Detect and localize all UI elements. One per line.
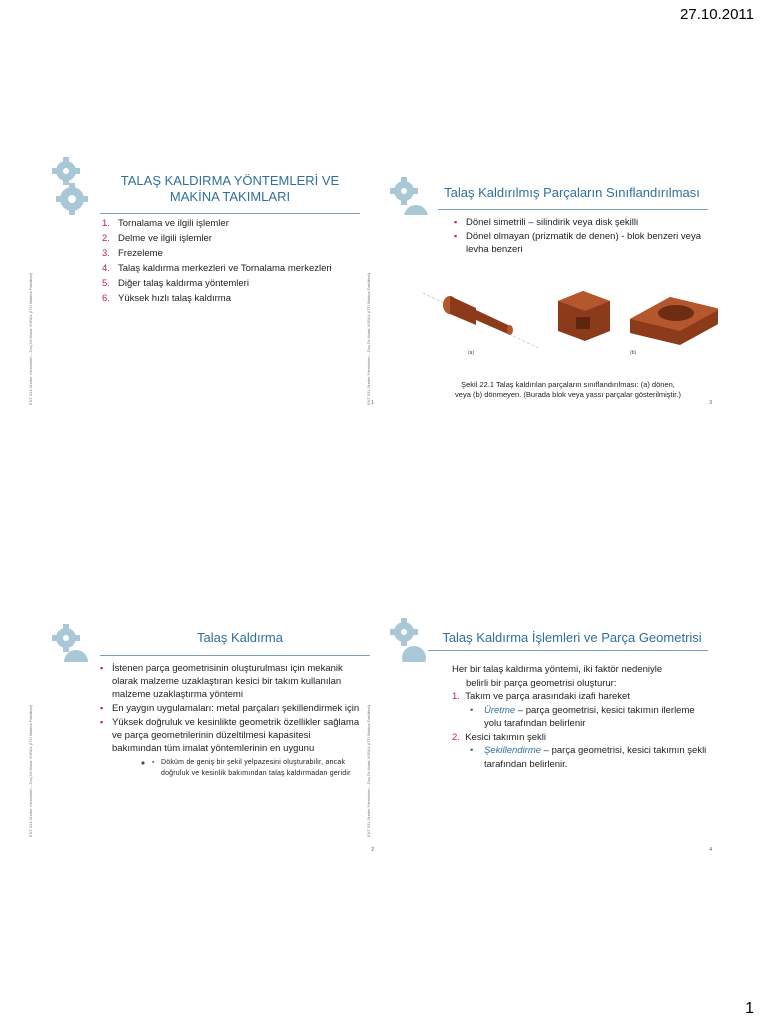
slide-2-bullets [100,662,360,780]
sub-list-item: ▪ ◦ Döküm de geniş bir şekil yelpazesini oluşturabilir, ancak doğruluk ve kesinlik bakımından talaş kaldırmadan geridir [152,757,360,779]
title-rule [100,213,360,214]
slide-2 [28,612,380,857]
list-item: ▪ Yüksek doğruluk ve kesinlikte geometrik özellikler sağlama ve parça geometrilerinin düzeltilmesi kapasitesi bakımından tüm imalat yöntemlerinin en uygunu ▪ ◦ Döküm de geniş bir şekil yelpazesini oluşturabilir, ancak doğruluk ve kesinlik bakımından talaş kaldırmadan geridir [100,716,360,779]
list-item: ▪ En yaygın uygulamaları: metal parçaları şekillendirmek için [100,702,360,715]
side-credit-text: ENT 311 Üretim Yöntemleri – Doç.Dr.Murat VURAL (İTÜ Makina Fakültesi) [28,272,33,405]
list-item: 2. Delme ve ilgili işlemler [102,233,212,244]
list-item: 1. Tornalama ve ilgili işlemler [102,218,229,229]
page-date: 27.10.2011 [680,6,754,23]
slide-1-list [102,216,372,306]
list-item: ▪ Dönel simetrili – silindirik veya disk şekilli [454,216,709,229]
slide-number: 4 [709,847,712,853]
machined-parts-figure [418,283,718,358]
slide-number: 3 [709,400,712,406]
flat-plate-part [630,297,718,345]
slide-1 [28,165,380,410]
slide-number: 2 [371,847,374,853]
side-credit-text: ENT 311 Üretim Yöntemleri – Doç.Dr.Murat VURAL (İTÜ Makina Fakültesi) [28,704,33,837]
slide-4-title: Talaş Kaldırma İşlemleri ve Parça Geometrisi [442,630,702,645]
list-item: 5. Diğer talaş kaldırma yöntemleri [102,278,249,289]
list-item: ▪ Dönel olmayan (prizmatik de denen) - blok benzeri veya levha benzeri [454,230,709,256]
sub-list-item: • Şekillendirme – parça geometrisi, kesici takımın şekli tarafından belirlenir. [452,744,714,771]
title-rule [438,209,708,210]
gear-decoration-icon [390,602,430,662]
figure-label-a: (a) [468,350,475,356]
slide-4-body: Her bir talaş kaldırma yöntemi, iki faktör nedeniyle belirli bir parça geometrisi oluşturur: 1. Takım ve parça arasındaki izafi hareket • Üretme – parça geometrisi, kesici takımın ilerleme yolu tarafından belirlenir 2. Kesici takımın şekli • Şekillendirme – parça geometrisi, kesici takımın şekli tarafından belirlenir. [452,663,714,771]
slide-3-title: Talaş Kaldırılmış Parçaların Sınıflandırılması [444,185,700,200]
title-rule [428,650,708,651]
sub-bullets [112,757,360,779]
figure-caption: Şekil 22.1 Talaş kaldırılan parçaların sınıflandırılması: (a) dönen, veya (b) dönmeyen. (Burada blok veya yassı parçalar gösterilmiştir.) [455,380,681,399]
slide-2-title: Talaş Kaldırma [197,630,283,645]
gear-decoration-icon [52,155,92,215]
title-rule [100,655,370,656]
figure-label-b: (b) [630,350,637,356]
block-part [558,291,610,341]
side-credit-text: ENT 311 Üretim Yöntemleri – Doç.Dr.Murat VURAL (İTÜ Makina Fakültesi) [366,704,371,837]
gear-decoration-icon [52,602,92,662]
list-item: 3. Frezeleme [102,248,163,259]
list-item: 4. Talaş kaldırma merkezleri ve Tornalama merkezleri [102,263,332,274]
slide-number: 1 [371,400,374,406]
sub-list-item: • Üretme – parça geometrisi, kesici takımın ilerleme yolu tarafından belirlenir [452,704,714,731]
list-item: 6. Yüksek hızlı talaş kaldırma [102,293,231,304]
page-number: 1 [745,1000,754,1017]
gear-decoration-icon [390,155,430,215]
slide-3 [366,165,718,410]
list-item: ▪ İstenen parça geometrisinin oluşturulması için mekanik olarak malzeme uzaklaştıran kesici bir takım kullanılan malzeme uzaklaştırma yöntemi [100,662,360,701]
slide-1-title: TALAŞ KALDIRMA YÖNTEMLERİ VE MAKİNA TAKIMLARI [120,173,340,204]
side-credit-text: ENT 311 Üretim Yöntemleri – Doç.Dr.Murat VURAL (İTÜ Makina Fakültesi) [366,272,371,405]
slide-3-bullets [454,216,709,257]
rotational-shaft-part [443,296,513,335]
slide-4 [366,612,718,857]
